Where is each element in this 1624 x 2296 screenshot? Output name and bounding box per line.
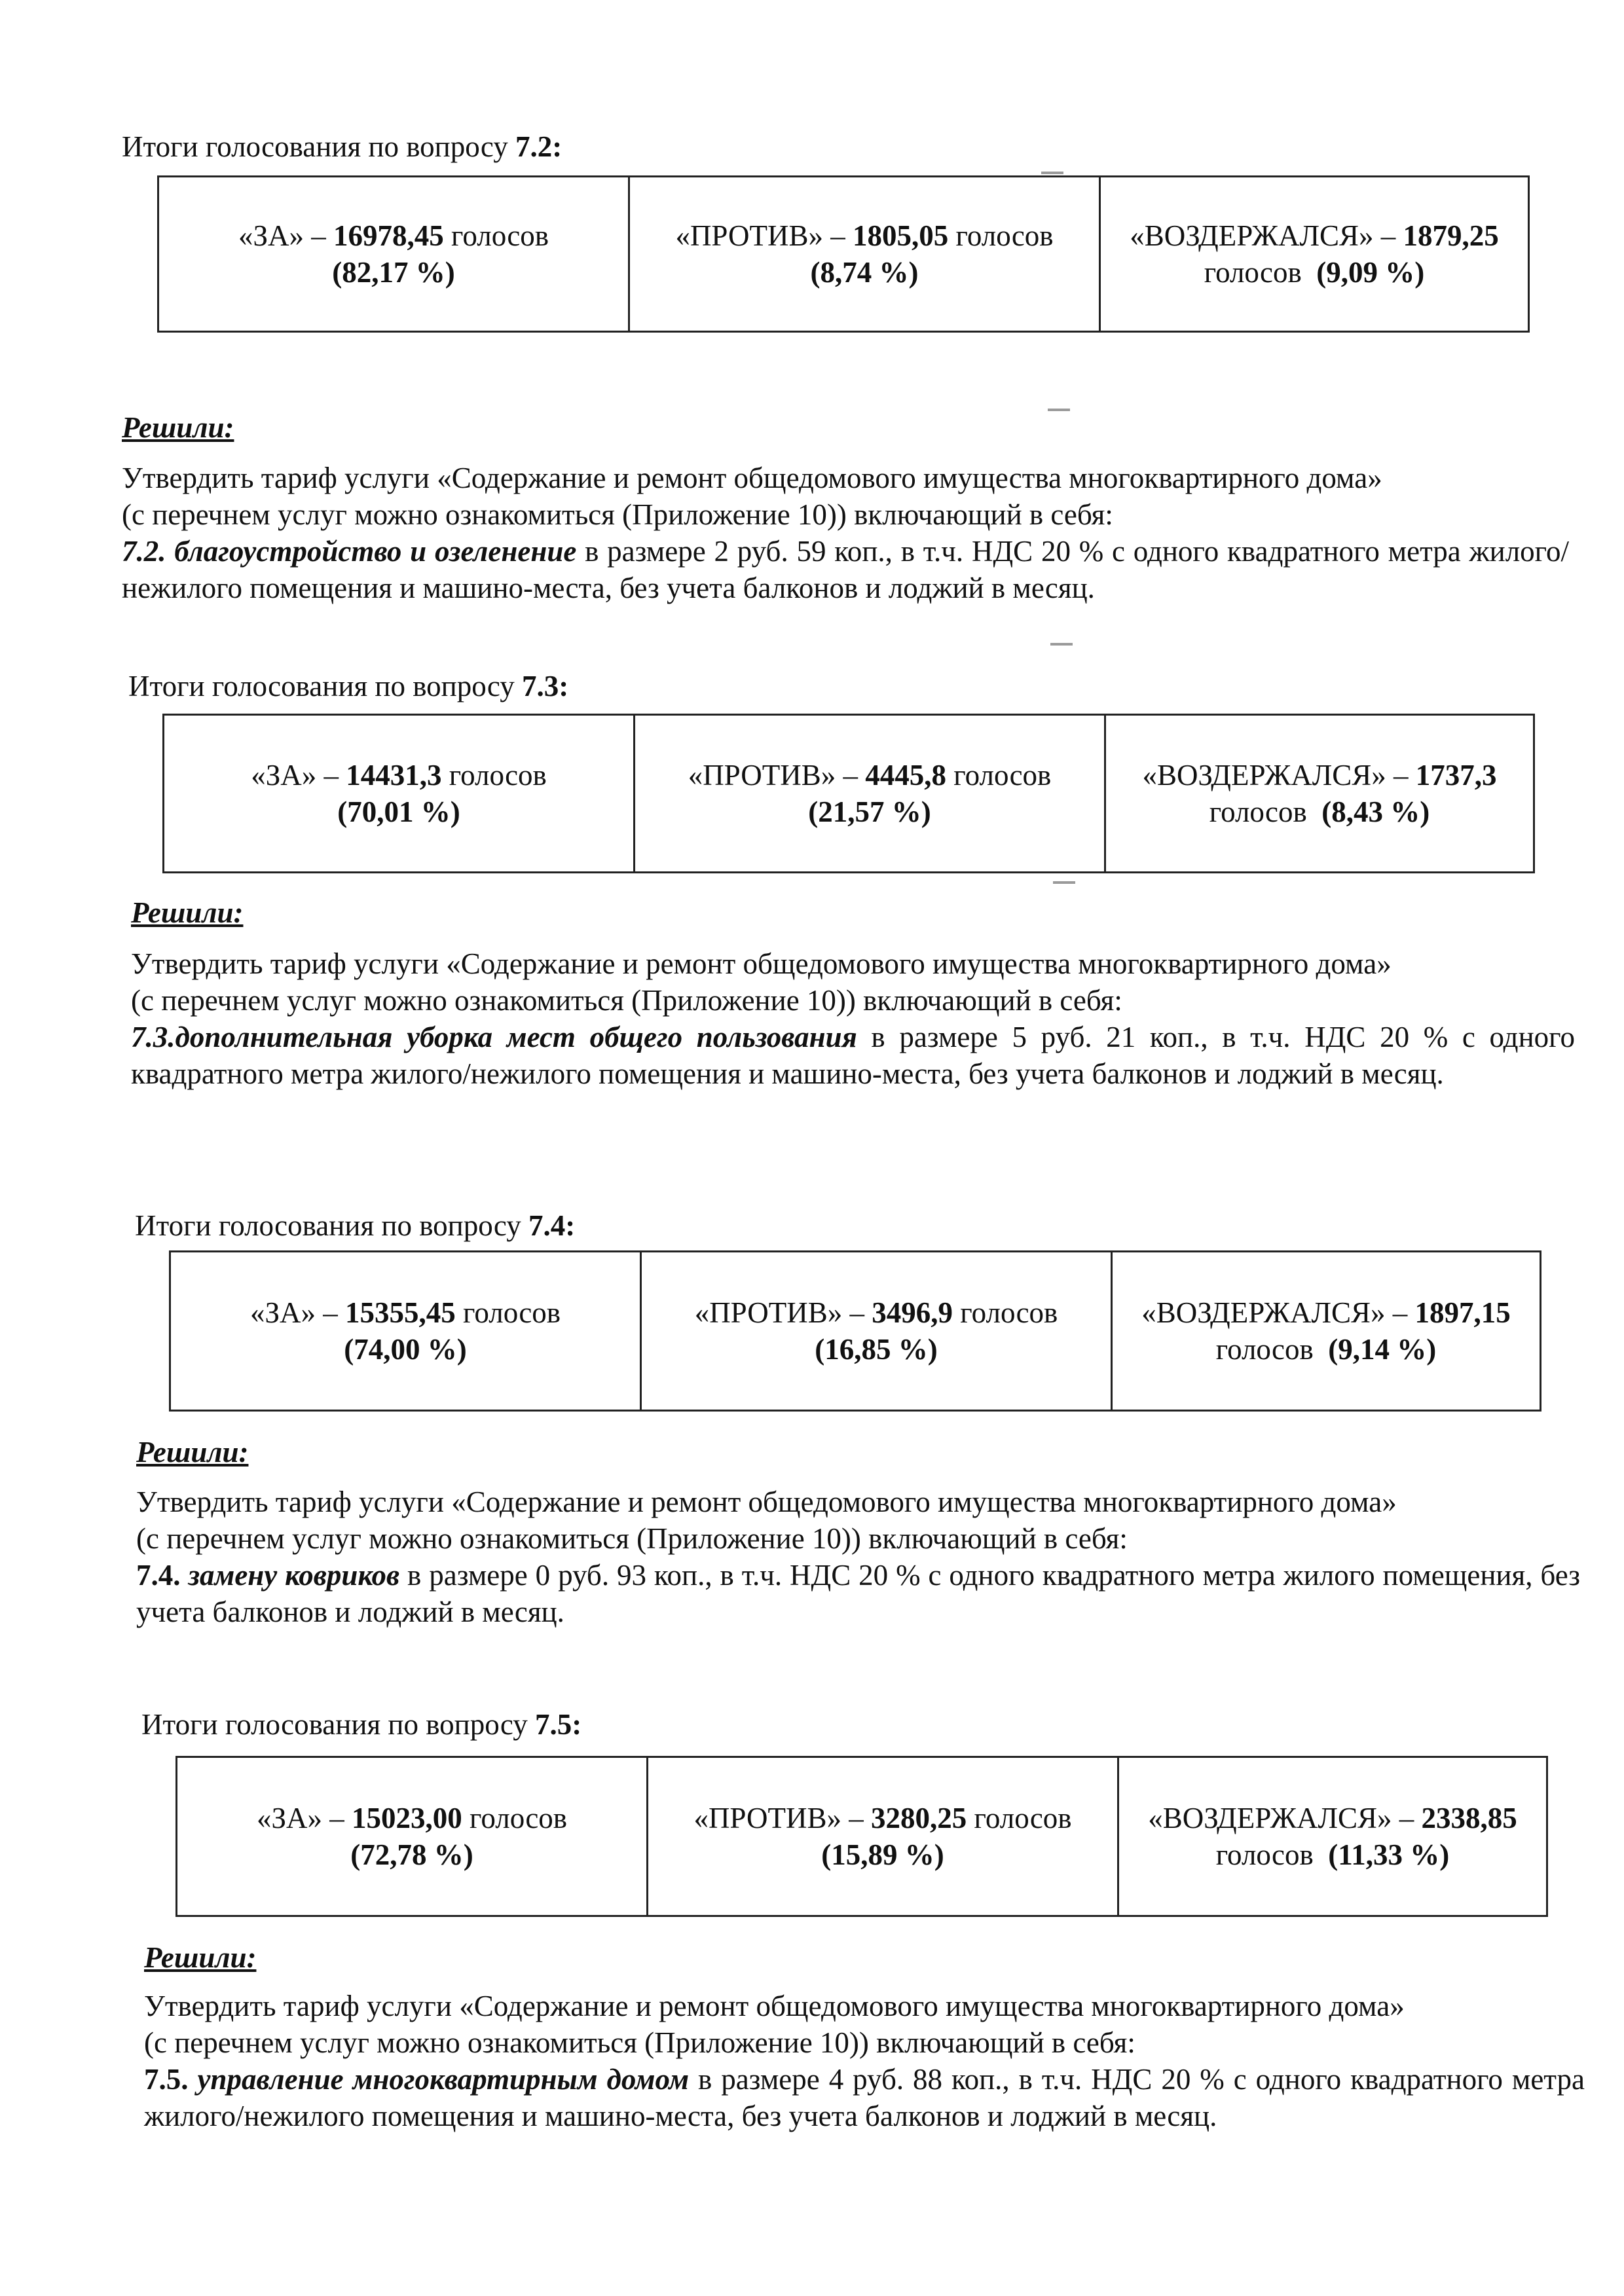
abstain-cell (1118, 1757, 1547, 1916)
item-name: замену ковриков (188, 1559, 400, 1592)
question-number: 7.2: (515, 130, 563, 163)
item-number: 7.4. (136, 1559, 181, 1592)
abstain-label: «ВОЗДЕРЖАЛСЯ» – (1142, 759, 1416, 792)
against-cell (641, 1252, 1112, 1411)
vote-title-prefix: Итоги голосования по вопросу (141, 1708, 535, 1741)
for-label: «ЗА» – (256, 1802, 352, 1834)
abstain-unit: голосов (1204, 256, 1317, 289)
against-cell (648, 1757, 1118, 1916)
decision-heading-7-2: Решили: (122, 411, 234, 444)
abstain-unit: голосов (1209, 795, 1322, 828)
for-unit: голосов (443, 219, 549, 252)
vote-title-prefix: Итоги голосования по вопросу (122, 130, 515, 163)
abstain-unit: голосов (1215, 1333, 1329, 1366)
vote-title-7-3 (128, 668, 568, 704)
against-cell (635, 715, 1105, 873)
tariff-intro-line1: Утвердить тариф услуги «Содержание и ремонт общедомового имущества многоквартирного дома» (144, 1990, 1405, 2022)
decision-text-7-5 (144, 1988, 1585, 2134)
question-number: 7.3: (522, 670, 569, 702)
against-value: 1805,05 (853, 219, 949, 252)
abstain-unit: голосов (1215, 1838, 1329, 1871)
for-cell (177, 1757, 648, 1916)
against-unit: голосов (946, 759, 1052, 792)
for-unit: голосов (441, 759, 547, 792)
results-table-7-5 (175, 1756, 1548, 1917)
question-number: 7.5: (535, 1708, 582, 1741)
against-label: «ПРОТИВ» – (688, 759, 866, 792)
vote-title-7-5 (141, 1706, 581, 1743)
results-table-7-3 (162, 714, 1535, 873)
for-cell (164, 715, 635, 873)
for-value: 14431,3 (346, 759, 442, 792)
against-value: 3496,9 (872, 1296, 953, 1329)
against-unit: голосов (967, 1802, 1072, 1834)
for-percent: (74,00 %) (344, 1333, 467, 1366)
item-number: 7.3. (131, 1021, 175, 1053)
decision-text-7-2 (122, 460, 1569, 606)
results-table-7-4 (169, 1250, 1541, 1412)
item-number: 7.5. (144, 2063, 189, 2096)
against-unit: голосов (953, 1296, 1058, 1329)
for-value: 16978,45 (333, 219, 444, 252)
vote-title-prefix: Итоги голосования по вопросу (128, 670, 522, 702)
item-number: 7.2. (122, 535, 166, 568)
abstain-percent: (8,43 %) (1321, 795, 1430, 828)
scan-speck (1041, 172, 1063, 174)
for-cell (158, 177, 629, 332)
against-value: 4445,8 (865, 759, 947, 792)
against-percent: (21,57 %) (808, 795, 931, 828)
for-percent: (70,01 %) (337, 795, 460, 828)
for-percent: (72,78 %) (350, 1838, 473, 1871)
decision-heading-7-5: Решили: (144, 1941, 257, 1974)
against-percent: (16,85 %) (815, 1333, 938, 1366)
tariff-intro-line2: (с перечнем услуг можно ознакомиться (Приложение 10)) включающий в себя: (122, 498, 1113, 531)
against-label: «ПРОТИВ» – (694, 1296, 872, 1329)
question-number: 7.4: (528, 1209, 576, 1242)
against-cell (629, 177, 1100, 332)
item-text: в размере 4 руб. 88 коп., в т.ч. НДС 20 % с одного квадратного метра жилого/нежилого помещения и машино-места, без учета балконов и лоджий в месяц. (144, 2063, 1585, 2132)
against-percent: (15,89 %) (821, 1838, 944, 1871)
abstain-label: «ВОЗДЕРЖАЛСЯ» – (1130, 219, 1403, 252)
abstain-cell (1105, 715, 1534, 873)
tariff-intro-line1: Утвердить тариф услуги «Содержание и ремонт общедомового имущества многоквартирного дома» (136, 1485, 1397, 1518)
results-table-7-2 (157, 175, 1530, 333)
against-unit: голосов (948, 219, 1054, 252)
vote-title-7-4 (135, 1207, 575, 1244)
against-label: «ПРОТИВ» – (693, 1802, 872, 1834)
decision-heading-7-4: Решили: (136, 1436, 249, 1468)
abstain-cell (1100, 177, 1529, 332)
tariff-intro-line1: Утвердить тариф услуги «Содержание и ремонт общедомового имущества многоквартирного дома» (131, 947, 1392, 980)
abstain-label: «ВОЗДЕРЖАЛСЯ» – (1141, 1296, 1415, 1329)
abstain-percent: (9,09 %) (1316, 256, 1425, 289)
item-name: дополнительная уборка мест общего пользования (175, 1021, 857, 1053)
for-label: «ЗА» – (238, 219, 333, 252)
item-name: благоустройство и озеленение (174, 535, 577, 568)
for-percent: (82,17 %) (332, 256, 455, 289)
for-cell (170, 1252, 641, 1411)
for-value: 15023,00 (352, 1802, 462, 1834)
item-text: в размере 2 руб. 59 коп., в т.ч. НДС 20 % с одного квадратного метра жилого/нежилого помещения и машино-места, без учета балконов и лоджий в месяц. (122, 535, 1570, 604)
vote-title-prefix: Итоги голосования по вопросу (135, 1209, 528, 1242)
decision-text-7-4 (136, 1484, 1580, 1630)
tariff-intro-line2: (с перечнем услуг можно ознакомиться (Приложение 10)) включающий в себя: (136, 1522, 1128, 1555)
abstain-value: 1879,25 (1403, 219, 1499, 252)
abstain-percent: (11,33 %) (1328, 1838, 1450, 1871)
decision-heading-7-3: Решили: (131, 896, 244, 929)
abstain-value: 1897,15 (1414, 1296, 1511, 1329)
abstain-value: 1737,3 (1415, 759, 1497, 792)
for-label: «ЗА» – (251, 759, 346, 792)
against-value: 3280,25 (871, 1802, 967, 1834)
for-unit: голосов (455, 1296, 561, 1329)
for-value: 15355,45 (345, 1296, 456, 1329)
for-unit: голосов (462, 1802, 568, 1834)
against-label: «ПРОТИВ» – (675, 219, 853, 252)
item-text: в размере 5 руб. 21 коп., в т.ч. НДС 20 % с одного квадратного метра жилого/нежилого помещения и машино-места, без учета балконов и лоджий в месяц. (131, 1021, 1575, 1090)
tariff-intro-line1: Утвердить тариф услуги «Содержание и ремонт общедомового имущества многоквартирного дома» (122, 462, 1382, 494)
vote-title-7-2 (122, 128, 562, 165)
item-name: управление многоквартирным домом (197, 2063, 690, 2096)
scan-speck (1053, 881, 1075, 884)
abstain-cell (1112, 1252, 1541, 1411)
tariff-intro-line2: (с перечнем услуг можно ознакомиться (Приложение 10)) включающий в себя: (131, 984, 1122, 1017)
tariff-intro-line2: (с перечнем услуг можно ознакомиться (Приложение 10)) включающий в себя: (144, 2026, 1135, 2059)
scan-speck (1048, 409, 1070, 411)
scan-speck (1050, 643, 1073, 646)
decision-text-7-3 (131, 945, 1575, 1092)
abstain-value: 2338,85 (1421, 1802, 1517, 1834)
abstain-percent: (9,14 %) (1328, 1333, 1437, 1366)
abstain-label: «ВОЗДЕРЖАЛСЯ» – (1148, 1802, 1422, 1834)
against-percent: (8,74 %) (810, 256, 919, 289)
item-text: в размере 0 руб. 93 коп., в т.ч. НДС 20 % с одного квадратного метра жилого помещения, без учета балконов и лоджий в месяц. (136, 1559, 1580, 1628)
for-label: «ЗА» – (249, 1296, 345, 1329)
